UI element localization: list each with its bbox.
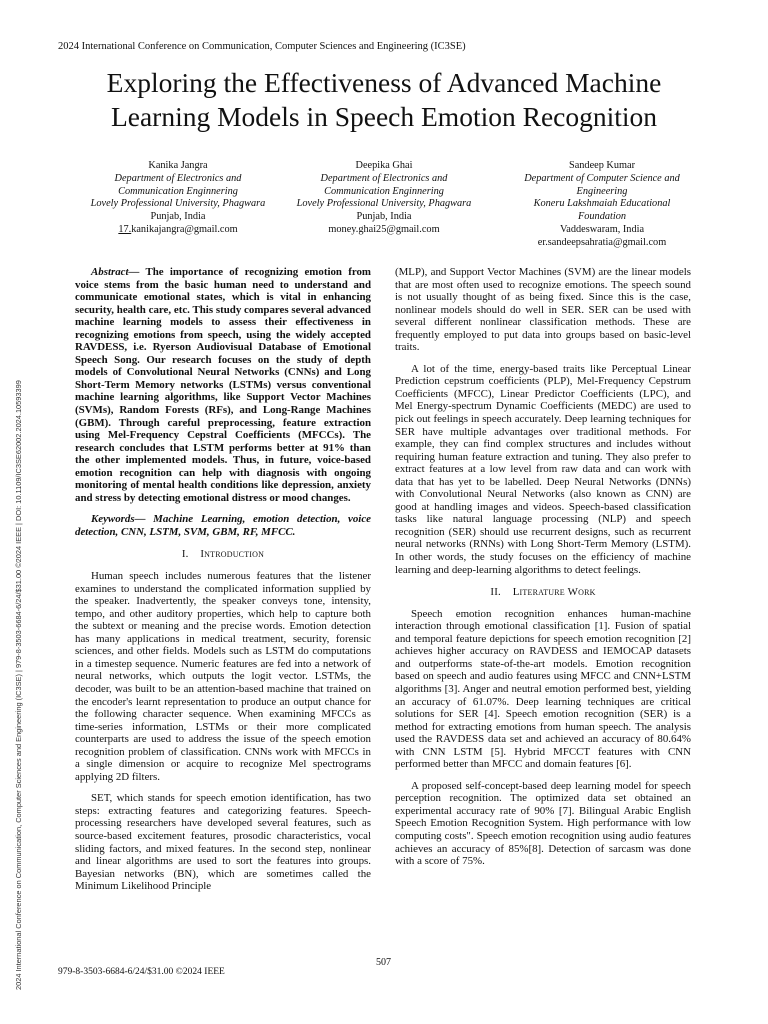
author-location: Vaddeswaram, India <box>559 223 645 235</box>
paper-title <box>40 66 728 134</box>
author-3 <box>482 160 722 250</box>
literature-paragraph-1: Speech emotion recognition enhances human-machine interaction through emotional classification [1]. Fusion of spatial and temporal feature depictions for speech emotion recognition [2] achieves higher accuracy on RAVDESS and IEMOCAP datasets and outperforms state-of-the-art models. Emotion recognition based on speech and audio features using MFCC and CNN+LSTM algorithms [3]. Anger and neutral emotion performed best, yielding an accuracy of 61.07%. Deep learning techniques are critical solutions for SER [4]. Speech emotion recognition (SER) is a method for extracting emotions from human speech. The analysis used the RAVDESS data set and achieved an accuracy of 80.64% with CNN LSTM [5]. Hybrid MFCCT features with CNN performed better than MFCC and domain features [6]. <box>395 607 691 771</box>
keywords-label: Keywords— <box>91 513 146 526</box>
keywords <box>75 513 371 538</box>
author-affiliation: Lovely Professional University, Phagwara <box>296 198 472 210</box>
author-email[interactable]: 17.kanikajangra@gmail.com <box>118 223 238 235</box>
author-name: Deepika Ghai <box>355 160 413 171</box>
author-name: Sandeep Kumar <box>568 160 636 171</box>
body-paragraph-2: A lot of the time, energy-based traits like Perceptual Linear Prediction cepstrum coefficients (PLP), Mel-Frequency Cepstrum Coefficients (MFCC), Linear Predictor Coefficients (LPC), and Mel Energy-spectrum Dynamic Coefficients (MEDC) are used to pick out feelings in speech accurately. Deep learning techniques for SER have multiple advantages over traditional methods. For example, they can find complex structures and includes without requiring human feature extraction and tuning. They also prefer to extract features at a low level from raw data and can work with data that has yet to be labelled. Deep Neural Networks (DNNs) with Convolutional Neural Networks (also known as CNN) are good at handling images and videos. Speech-based classification tasks like natural language processing (NLP) and speech recognition (SER) should use recurrent designs, such as recurrent neural networks (RNNs) with Long Short-Term Memory (LSTM). In other words, the study focuses on the efficiency of machine learning and deep-learning algorithms to detect feelings. <box>395 362 691 576</box>
section-heading-introduction: I. Introduction <box>181 548 265 561</box>
author-affiliation: Engineering <box>576 185 628 197</box>
author-2 <box>264 160 504 237</box>
conference-header: 2024 International Conference on Communication, Computer Sciences and Engineering (IC3SE) <box>58 41 466 52</box>
author-email[interactable]: er.sandeepsahratia@gmail.com <box>537 236 667 248</box>
author-affiliation: Koneru Lakshmaiah Educational <box>533 198 671 210</box>
doi-sidebar: 2024 International Conference on Communication, Computer Sciences and Engineering (IC3SE) | 979-8-3503-6684-6/24/$31.00 ©2024 IEEE | DOI: 10.1109/IC3SE62002.2024.10593399 <box>14 380 23 990</box>
author-affiliation: Foundation <box>577 211 627 223</box>
title-line-1: Exploring the Effectiveness of Advanced Machine <box>106 67 662 98</box>
title-line-2: Learning Models in Speech Emotion Recognition <box>110 101 658 132</box>
keywords-text: Machine Learning, emotion detection, voice detection, CNN, LSTM, SVM, GBM, RF, MFCC. <box>75 513 371 538</box>
author-affiliation: Lovely Professional University, Phagwara <box>90 198 266 210</box>
abstract <box>75 266 371 504</box>
abstract-label: Abstract— <box>91 266 140 278</box>
author-affiliation: Communication Enginnering <box>118 185 238 197</box>
author-name: Kanika Jangra <box>148 160 208 171</box>
footer-copyright: 979-8-3503-6684-6/24/$31.00 ©2024 IEEE <box>58 967 225 977</box>
author-1 <box>58 160 298 237</box>
author-affiliation: Department of Electronics and <box>320 172 448 184</box>
author-location: Punjab, India <box>356 211 412 223</box>
left-column <box>75 266 371 893</box>
author-affiliation: Department of Computer Science and <box>524 172 680 184</box>
body-paragraph-1: (MLP), and Support Vector Machines (SVM) are the linear models that are most often used to recognize emotions. The speech sound is not usually thought of as being fixed. Since this is the case, nonlinear models should do well in SER. SER can be used with several different nonlinear classification methods. These are frequently employed to put data into groups based on basic-level traits. <box>395 266 691 354</box>
right-column <box>395 266 691 868</box>
author-affiliation: Communication Enginnering <box>324 185 444 197</box>
author-location: Punjab, India <box>150 211 206 223</box>
author-email[interactable]: money.ghai25@gmail.com <box>328 223 440 235</box>
abstract-text: The importance of recognizing emotion from voice stems from the basic human need to understand and communicate emotional states, which is vital in enhancing security, health care, etc. This study compares several advanced machine learning models to assess their effectiveness in recognizing emotions from speech, using the widely accepted RAVDESS, i.e. Ryerson Audiovisual Database of Emotional Speech Song. Our research focuses on the study of depth models of Convolutional Neural Networks (CNNs) and Long Short-Term Memory networks (LSTMs) versus conventional machine learning algorithms, like Support Vector Machines (SVMs), Random Forests (RFs), and Long-Range Machines (GBM). Through careful preprocessing, feature extraction using Mel-Frequency Cepstral Coefficients (MFCCs). The research concludes that LSTM performs better at 91% than the other implemented models. Thus, in future, voice-based emotion recognition can help with diagnosis with ongoing monitoring of mental health conditions like depression, anxiety and stress by detecting emotional distress or mood changes. <box>75 266 371 504</box>
intro-paragraph-1: Human speech includes numerous features that the listener examines to understand the complicated information supplied by the speaker. Inadvertently, the speaker conveys tone, intensity, tempo, and other auditory properties, which help to capture both the subtext or meaning and the precise words. Emotion detection has many applications in medical treatment, security, forensic sciences, and other fields. Models such as LSTM do computations in a timestep sequence. Numeric features are fed into a network of neural networks, which outputs the logit vector. LSTMs, the decoder, was built to be an attention-based machine that trained on the encoder's learnt representation to produce an output chance for the following character sequence. When examining MFCCs as time-series information, LSTMs or their more complicated counterparts are used to address the issue of the speech emotion recognition problem of classification. CNNs work with MFCCs in a single dimension or acquire to recognize Mel spectrograms applying 2D filters. <box>75 570 371 783</box>
intro-paragraph-2: SET, which stands for speech emotion identification, has two steps: extracting features and categorizing features. Speech-processing researchers have developed several features, such as source-based excitement features, prosodic characteristics, vocal sliding factors, and mixed features. In the second step, nonlinear and linear algorithms are used to sort the features into groups. Bayesian networks (BN), which are sometimes called the Minimum Likelihood Principle <box>75 792 371 893</box>
author-affiliation: Department of Electronics and <box>114 172 242 184</box>
literature-paragraph-2: A proposed self-concept-based deep learning model for speech perception recognition. The optimized data set obtained an experimental accuracy rate of 90% [7]. Bilingual Arabic English Speech Emotion Recognition System. High performance with low computing costs". Speech emotion recognition using audio features achieves an accuracy of 85%[8]. Detection of sarcasm was done with a score of 75%. <box>395 779 691 868</box>
page-number: 507 <box>376 957 391 968</box>
section-heading-literature-work: II. Literature Work <box>490 586 596 599</box>
